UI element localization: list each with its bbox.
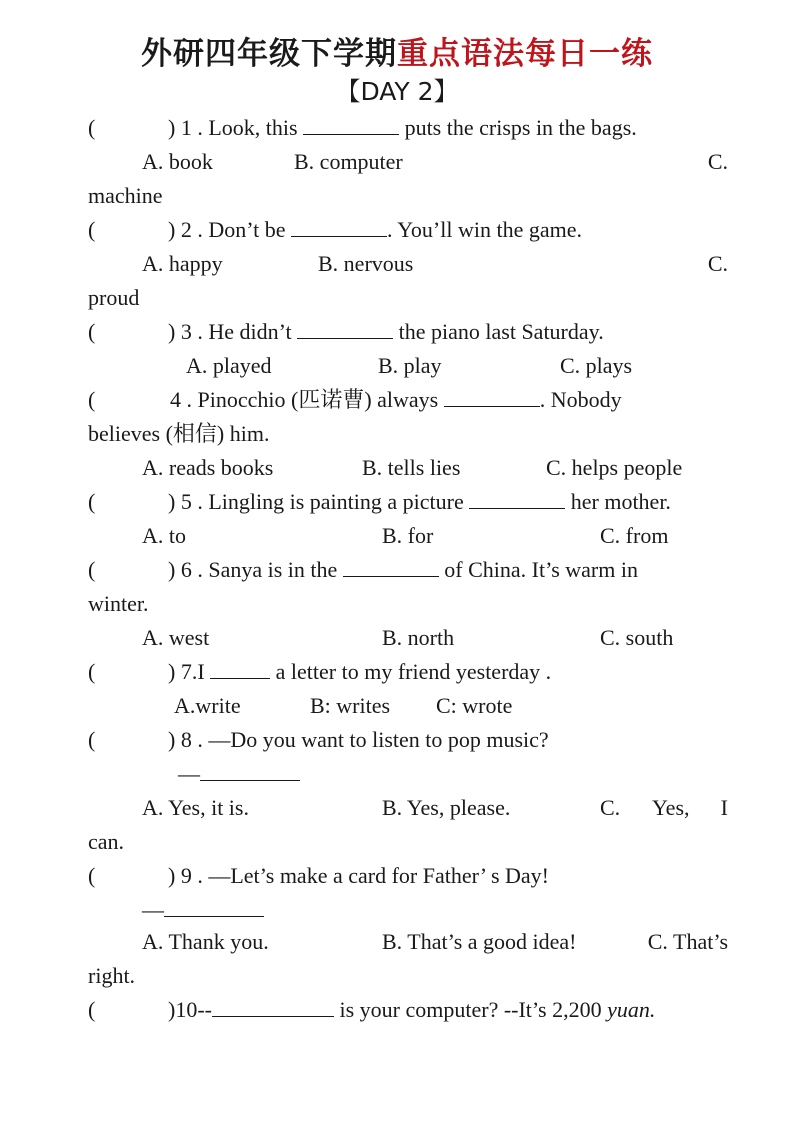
- option-c-continued: proud: [88, 285, 140, 310]
- option-c: C. south: [600, 625, 674, 650]
- option-c: C. That’s: [647, 929, 728, 954]
- option-c-continued: machine: [88, 183, 163, 208]
- option-b: B. Yes, please.: [382, 795, 511, 820]
- option-c-word: Yes,: [652, 795, 690, 820]
- option-a: A. played: [186, 353, 272, 378]
- option-c-label: C.: [600, 795, 621, 820]
- question-3: ( ) 3 . He didn’t the piano last Saturday.: [88, 319, 604, 344]
- option-a: A. happy: [142, 251, 223, 276]
- question-10: ( )10-- is your computer? --It’s 2,200 yuan.: [88, 997, 656, 1022]
- option-b: B. That’s a good idea!: [382, 929, 577, 954]
- option-b: B. play: [378, 353, 442, 378]
- question-7: ( ) 7.I a letter to my friend yesterday .: [88, 659, 552, 684]
- answer-blank[interactable]: [291, 216, 387, 237]
- option-c-word: I: [720, 795, 728, 820]
- page-title: [0, 28, 794, 73]
- option-a: A. book: [142, 149, 213, 174]
- option-c: C. helps people: [546, 455, 683, 480]
- question-4: ( 4 . Pinocchio (匹诺曹) always . Nobody: [88, 387, 622, 412]
- option-c-continued: right.: [88, 963, 136, 988]
- option-a: A. Yes, it is.: [142, 795, 249, 820]
- answer-blank[interactable]: [343, 556, 439, 577]
- option-b: B. north: [382, 625, 455, 650]
- option-b: B. computer: [294, 149, 403, 174]
- answer-line: —: [142, 896, 264, 924]
- option-a: A.write: [174, 693, 241, 718]
- answer-blank[interactable]: [212, 996, 334, 1017]
- answer-blank[interactable]: [297, 318, 393, 339]
- answer-blank[interactable]: [444, 386, 540, 407]
- day-label: 【DAY 2】: [335, 77, 459, 106]
- answer-blank[interactable]: [469, 488, 565, 509]
- question-2: ( ) 2 . Don’t be . You’ll win the game.: [88, 217, 582, 242]
- question-4-continued: believes (相信) him.: [88, 421, 270, 446]
- option-b: B. nervous: [318, 251, 414, 276]
- answer-blank[interactable]: [210, 658, 270, 679]
- question-5: ( ) 5 . Lingling is painting a picture her mother.: [88, 489, 671, 514]
- option-c: C: wrote: [436, 693, 513, 718]
- answer-blank[interactable]: [303, 114, 399, 135]
- title-black-part: 外研四年级下学期: [141, 36, 397, 72]
- answer-blank[interactable]: [200, 760, 300, 781]
- option-a: A. to: [142, 523, 186, 548]
- option-a: A. west: [142, 625, 210, 650]
- title-red-part: 重点语法每日一练: [397, 36, 653, 72]
- answer-line: —: [178, 760, 300, 788]
- option-a: A. Thank you.: [142, 929, 269, 954]
- option-b: B. for: [382, 523, 434, 548]
- option-c: C. plays: [560, 353, 633, 378]
- question-1: ( ) 1 . Look, this puts the crisps in the bags.: [88, 115, 637, 140]
- option-c: C. from: [600, 523, 669, 548]
- question-9: ( ) 9 . —Let’s make a card for Father’ s Day!: [88, 863, 549, 888]
- option-a: A. reads books: [142, 455, 274, 480]
- option-b: B: writes: [310, 693, 391, 718]
- option-c: C.: [707, 149, 728, 174]
- option-c-continued: can.: [88, 829, 125, 854]
- question-6: ( ) 6 . Sanya is in the of China. It’s warm in: [88, 557, 638, 582]
- question-8: ( ) 8 . —Do you want to listen to pop music?: [88, 727, 549, 752]
- question-6-continued: winter.: [88, 591, 149, 616]
- answer-blank[interactable]: [164, 896, 264, 917]
- option-b: B. tells lies: [362, 455, 461, 480]
- option-c: C.: [707, 251, 728, 276]
